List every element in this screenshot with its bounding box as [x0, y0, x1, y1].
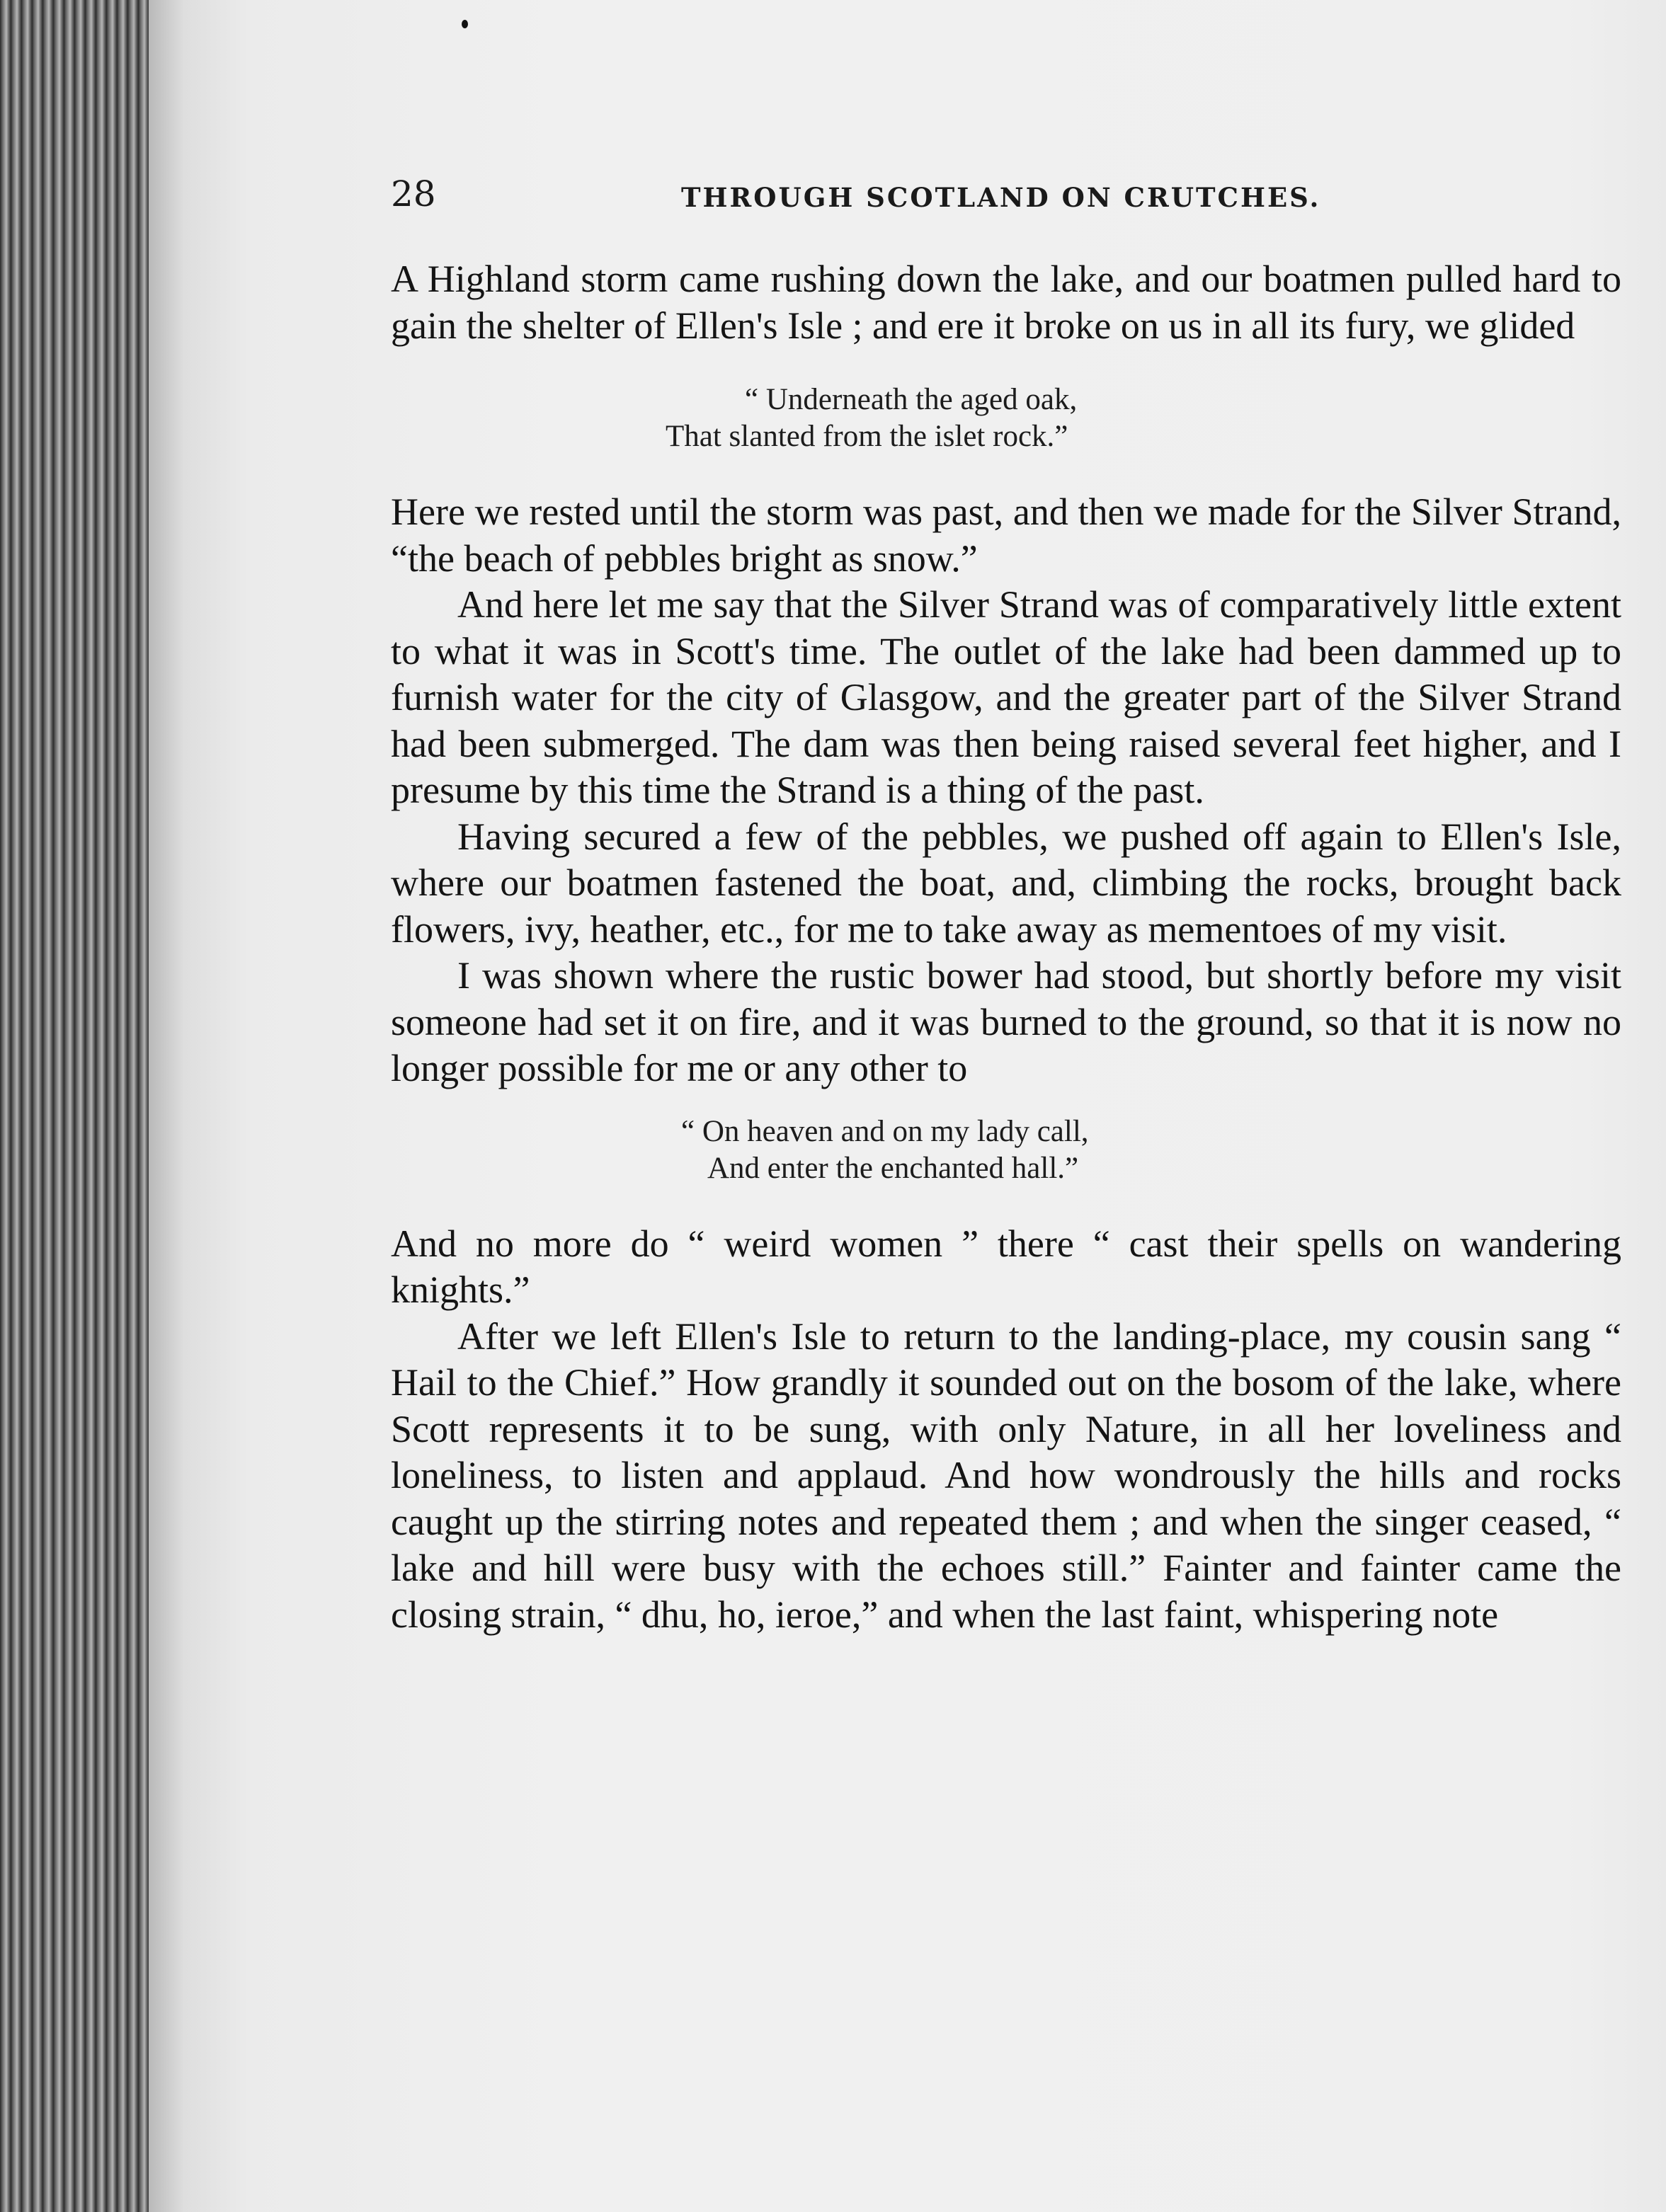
- page-number: 28: [391, 173, 436, 214]
- paragraph: And no more do “ weird women ” there “ cast their spells on wandering knights.”: [391, 1222, 1621, 1311]
- verse-line: “ Underneath the aged oak,: [745, 383, 1078, 416]
- paragraph: Here we rested until the storm was past, and then we made for the Silver Strand, “the beach of pebbles bright as snow.”: [391, 491, 1621, 580]
- paragraph: And here let me say that the Silver Strand was of comparatively little extent to what it was in Scott's time. The outlet of the lake had been dammed up to furnish water for the city of Glasgow, and the greater part of the Silver Strand had been submerged. The dam was then being raised several feet higher, and I presume by this time the Strand is a thing of the past.: [391, 583, 1621, 811]
- page-header: [391, 173, 1644, 223]
- verse-quote: [391, 382, 1621, 455]
- body-text: [391, 256, 1621, 1638]
- verse-line: “ On heaven and on my lady call,: [681, 1114, 1089, 1148]
- running-title: THROUGH SCOTLAND ON CRUTCHES.: [681, 182, 1321, 213]
- ink-speck: [462, 20, 468, 28]
- verse-quote: [391, 1113, 1621, 1187]
- verse-line: And enter the enchanted hall.”: [707, 1151, 1079, 1185]
- paragraph: I was shown where the rustic bower had stood, but shortly before my visit someone had set it on fire, and it was burned to the ground, so that it is now no longer possible for me or any other to: [391, 954, 1621, 1089]
- paragraph: Having secured a few of the pebbles, we pushed off again to Ellen's Isle, where our boatmen fastened the boat, and, climbing the rocks, brought back flowers, ivy, heather, etc., for me to take away as mementoes of my visit.: [391, 815, 1621, 951]
- paragraph: After we left Ellen's Isle to return to the landing-place, my cousin sang “ Hail to the Chief.” How grandly it sounded out on the bosom of the lake, where Scott represents it to be sung, with only Nature, in all her loveliness and loneliness, to listen and applaud. And how wondrously the hills and rocks caught up the stirring notes and repeated them ; and when the singer ceased, “ lake and hill were busy with the echoes still.” Fainter and fainter came the closing strain, “ dhu, ho, ieroe,” and when the last faint, whispering note: [391, 1314, 1621, 1636]
- verse-line: That slanted from the islet rock.”: [666, 420, 1068, 453]
- paragraph: A Highland storm came rushing down the lake, and our boatmen pulled hard to gain the shelter of Ellen's Isle ; and ere it broke on us in all its fury, we glided: [391, 258, 1621, 347]
- book-page-edges: [0, 0, 170, 2212]
